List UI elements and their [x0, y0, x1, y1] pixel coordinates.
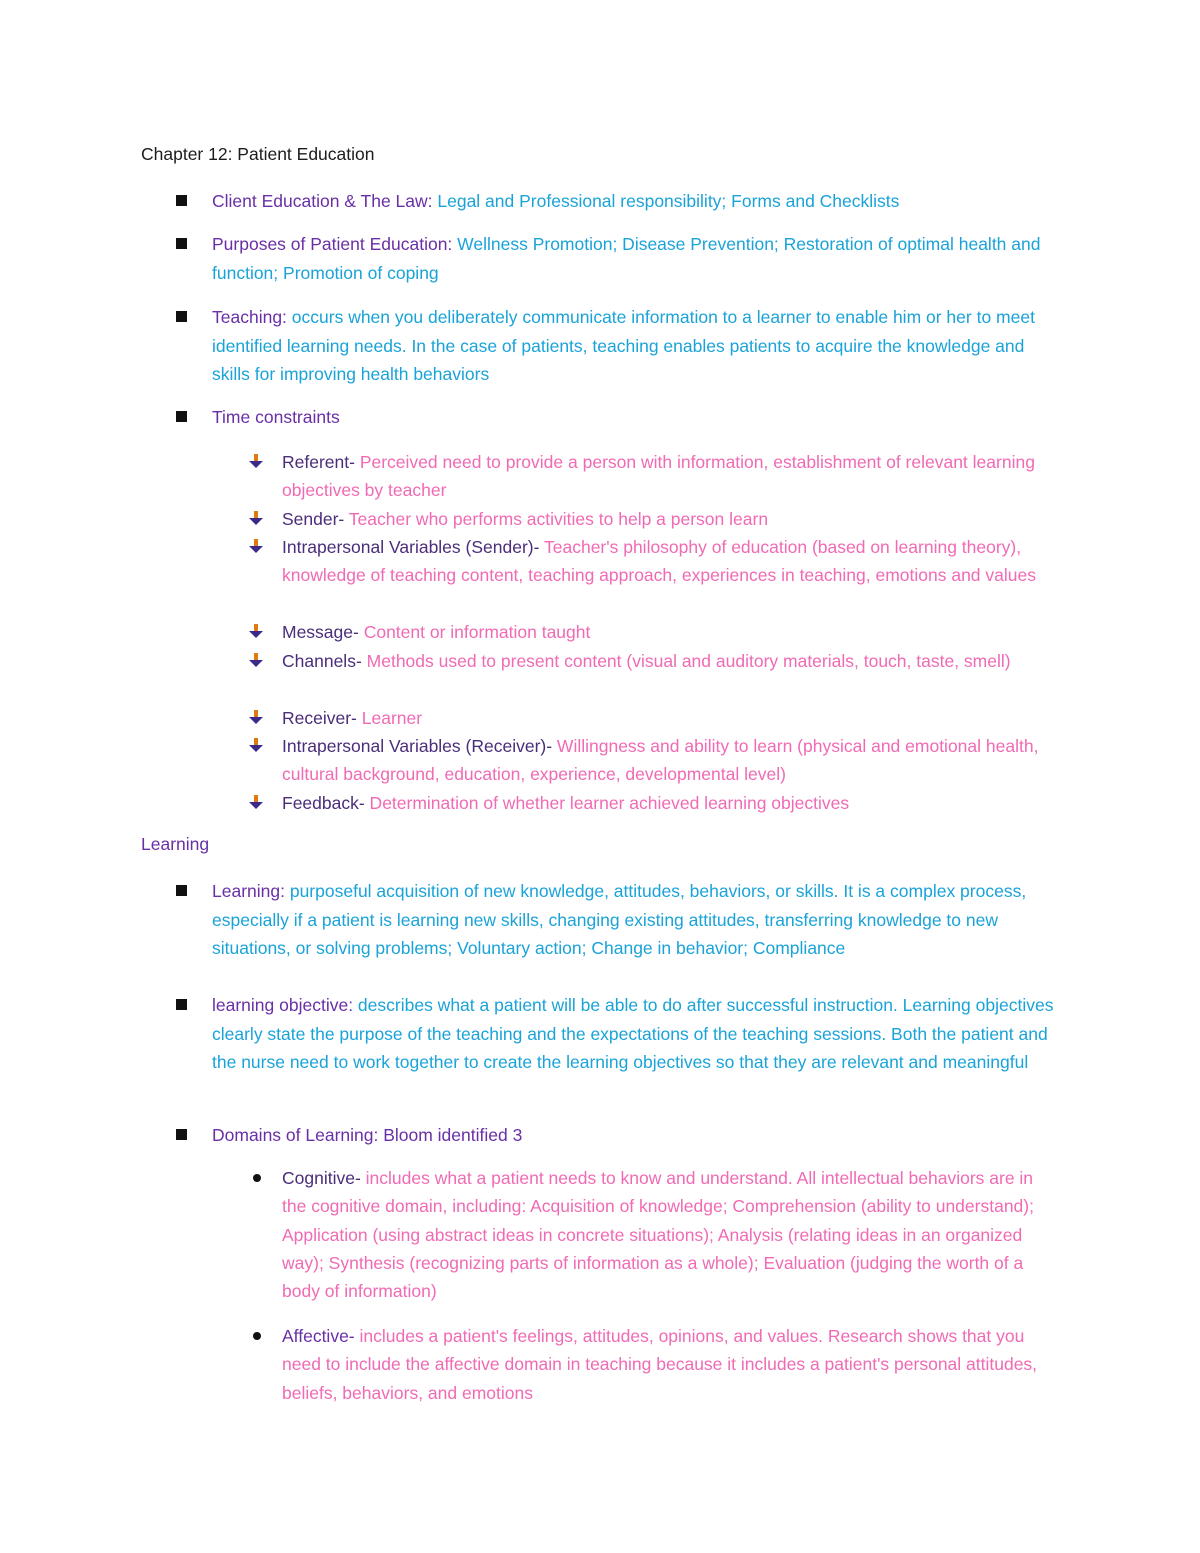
definition: includes a patient's feelings, attitudes, opinions, and values. Research shows that you need to include the affective domain in teaching because it includes a patient's personal attitudes, beliefs, behaviors, and emotions — [282, 1326, 1038, 1403]
sub-list-item — [248, 789, 1058, 817]
arrow-down-bullet-icon — [248, 709, 264, 725]
sub-list-item — [248, 448, 1058, 505]
black-square-icon — [176, 1129, 187, 1140]
black-square-icon — [176, 999, 187, 1010]
round-bullet-icon — [253, 1174, 261, 1182]
term: Affective- — [282, 1326, 355, 1346]
definition: Willingness and ability to learn (physical and emotional health, cultural background, education, experience, developmental level) — [282, 736, 1039, 785]
black-square-icon — [176, 195, 187, 206]
list-item — [176, 303, 1056, 389]
term: Purposes of Patient Education: — [212, 234, 453, 254]
sub-list-item — [248, 1322, 1058, 1407]
term: Feedback- — [282, 793, 365, 813]
page-title: Chapter 12: Patient Education — [141, 144, 375, 164]
definition: Perceived need to provide a person with information, establishment of relevant learning objectives by teacher — [282, 452, 1035, 501]
term: Referent- — [282, 452, 355, 472]
definition: Teacher who performs activities to help a person learn — [344, 509, 769, 529]
arrow-down-bullet-icon — [248, 510, 264, 526]
black-square-icon — [176, 411, 187, 422]
term: Intrapersonal Variables (Sender)- — [282, 537, 540, 557]
sub-list-item — [248, 533, 1058, 590]
term: Learning: — [212, 881, 285, 901]
arrow-down-bullet-icon — [248, 737, 264, 753]
term: Sender- — [282, 509, 345, 529]
black-square-icon — [176, 311, 187, 322]
definition: occurs when you deliberately communicate information to a learner to enable him or her to meet identified learning needs. In the case of patients, teaching enables patients to acquire the knowledge and skills for improving health behaviors — [212, 307, 1035, 384]
definition: Teacher's philosophy of education (based on learning theory), knowledge of teaching content, teaching approach, experiences in teaching, emotions and values — [282, 537, 1036, 586]
sub-list-item — [248, 732, 1058, 789]
sub-list-item — [248, 505, 1058, 533]
term: learning objective: — [212, 995, 354, 1015]
list-item — [176, 230, 1056, 287]
definition: Methods used to present content (visual and auditory materials, touch, taste, smell) — [361, 651, 1011, 671]
sub-list-item — [248, 704, 1058, 732]
definition: purposeful acquisition of new knowledge, attitudes, behaviors, or skills. It is a complex process, especially if a patient is learning new skills, changing existing attitudes, transferring knowledge to new situations, or solving problems; Voluntary action; Change in behavior; Compliance — [212, 881, 1027, 958]
term: Cognitive- — [282, 1168, 361, 1188]
black-square-icon — [176, 238, 187, 249]
sub-list-item — [248, 647, 1058, 675]
arrow-down-bullet-icon — [248, 794, 264, 810]
arrow-down-bullet-icon — [248, 652, 264, 668]
definition: Determination of whether learner achieved learning objectives — [364, 793, 850, 813]
list-item — [176, 403, 1056, 432]
list-item — [176, 187, 1056, 216]
definition: Learner — [356, 708, 423, 728]
list-item — [176, 1121, 1056, 1150]
definition: Content or information taught — [358, 622, 591, 642]
arrow-down-bullet-icon — [248, 453, 264, 469]
round-bullet-icon — [253, 1332, 261, 1340]
term: Teaching: — [212, 307, 287, 327]
term: Client Education & The Law: — [212, 191, 433, 211]
arrow-down-bullet-icon — [248, 623, 264, 639]
term: Intrapersonal Variables (Receiver)- — [282, 736, 553, 756]
definition: Legal and Professional responsibility; Forms and Checklists — [432, 191, 900, 211]
term: Domains of Learning: Bloom identified 3 — [212, 1125, 523, 1145]
section-heading: Learning — [141, 834, 210, 854]
definition: Wellness Promotion; Disease Prevention; Restoration of optimal health and function; Promotion of coping — [212, 234, 1041, 283]
definition: describes what a patient will be able to do after successful instruction. Learning objectives clearly state the purpose of the teaching and the expectations of the teaching sessions. Both the patient and the nurse need to work together to create the learning objectives so that they are relevant and meaningful — [212, 995, 1054, 1072]
sub-list-item — [248, 1164, 1058, 1305]
term: Message- — [282, 622, 359, 642]
list-item — [176, 991, 1056, 1077]
definition: includes what a patient needs to know and understand. All intellectual behaviors are in the cognitive domain, including: Acquisition of knowledge; Comprehension (ability to understand); Application (using abstract ideas in concrete situations); Analysis (relating ideas in an organized way); Synthesis (recognizing parts of information as a whole); Evaluation (judging the worth of a body of information) — [282, 1168, 1034, 1302]
term: Receiver- — [282, 708, 357, 728]
arrow-down-bullet-icon — [248, 538, 264, 554]
term: Channels- — [282, 651, 362, 671]
list-item — [176, 877, 1056, 963]
sub-list-item — [248, 618, 1058, 646]
term: Time constraints — [212, 407, 340, 427]
black-square-icon — [176, 885, 187, 896]
